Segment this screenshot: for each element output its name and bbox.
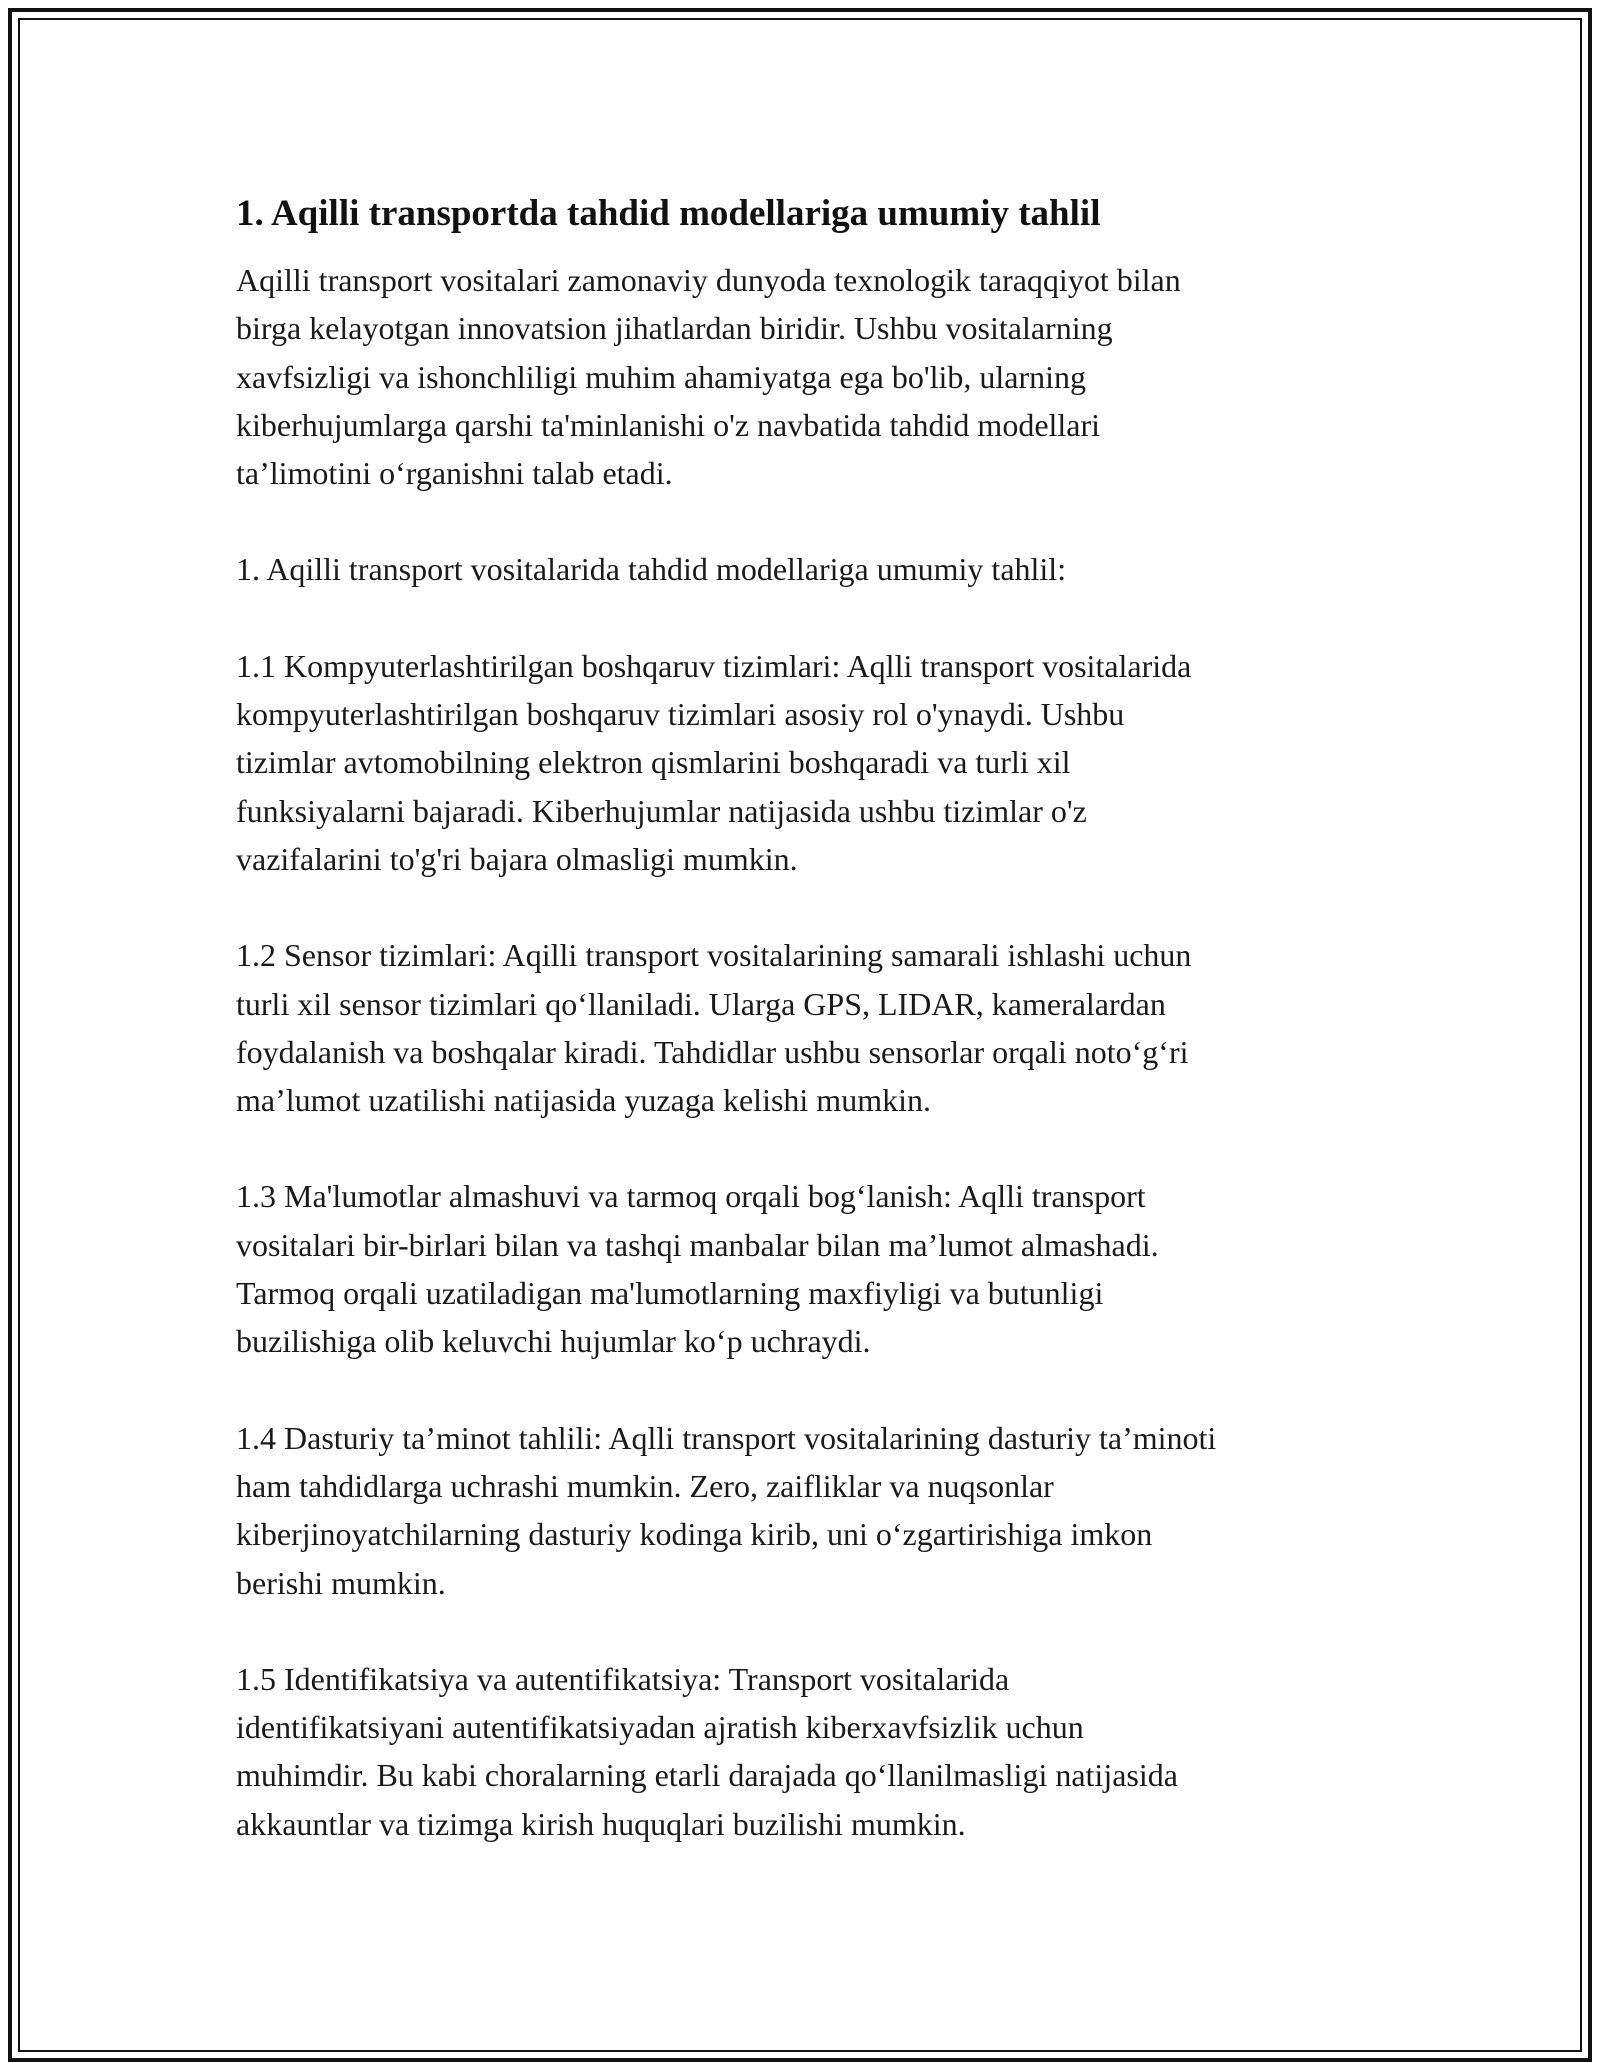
document-heading: 1. Aqilli transportda tahdid modellariga umumiy tahlil — [236, 193, 1101, 234]
paragraph-1-5: 1.5 Identifikatsiya va autentifikatsiya: Transport vositalarida identifikatsiyani autentifikatsiyadan ajratish kiberxavfsizlik uchun muhimdir. Bu kabi choralarning etarli darajada qo‘llanilmasligi natijasida akkauntlar va tizimga kirish huquqlari buzilishi mumkin. — [236, 1660, 1178, 1842]
paragraph-1-4: 1.4 Dasturiy ta’minot tahlili: Aqlli transport vositalarining dasturiy ta’minoti ham tahdidlarga uchrashi mumkin. Zero, zaifliklar va nuqsonlar kiberjinoyatchilarning dasturiy kodinga kirib, uni o‘zgartirishiga imkon berishi mumkin. — [236, 1419, 1217, 1601]
section-title-paragraph: 1. Aqilli transport vositalarida tahdid modellariga umumiy tahlil: — [236, 551, 1067, 588]
paragraph-1-3: 1.3 Ma'lumotlar almashuvi va tarmoq orqali bog‘lanish: Aqlli transport vositalari bir-birlari bilan va tashqi manbalar bilan ma’lumot almashadi. Tarmoq orqali uzatiladigan ma'lumotlarning maxfiyligi va butunligi buzilishiga olib keluvchi hujumlar ko‘p uchraydi. — [236, 1178, 1159, 1360]
document-body — [236, 186, 1376, 1848]
intro-paragraph: Aqilli transport vositalari zamonaviy dunyoda texnologik taraqqiyot bilan birga kelayotgan innovatsion jihatlardan biridir. Ushbu vositalarning xavfsizligi va ishonchliligi muhim ahamiyatga ega bo'lib, ularning kiberhujumlarga qarshi ta'minlanishi o'z navbatida tahdid modellari ta’limotini o‘rganishni talab etadi. — [236, 262, 1181, 492]
paragraph-1-1: 1.1 Kompyuterlashtirilgan boshqaruv tizimlari: Aqlli transport vositalarida kompyuterlashtirilgan boshqaruv tizimlari asosiy rol o'ynaydi. Ushbu tizimlar avtomobilning elektron qismlarini boshqaradi va turli xil funksiyalarni bajaradi. Kiberhujumlar natijasida ushbu tizimlar o'z vazifalarini to'g'ri bajara olmasligi mumkin. — [236, 647, 1192, 877]
paragraph-1-2: 1.2 Sensor tizimlari: Aqilli transport vositalarining samarali ishlashi uchun turli xil sensor tizimlari qo‘llaniladi. Ularga GPS, LIDAR, kameralardan foydalanish va boshqalar kiradi. Tahdidlar ushbu sensorlar orqali noto‘g‘ri ma’lumot uzatilishi natijasida yuzaga kelishi mumkin. — [236, 937, 1192, 1119]
